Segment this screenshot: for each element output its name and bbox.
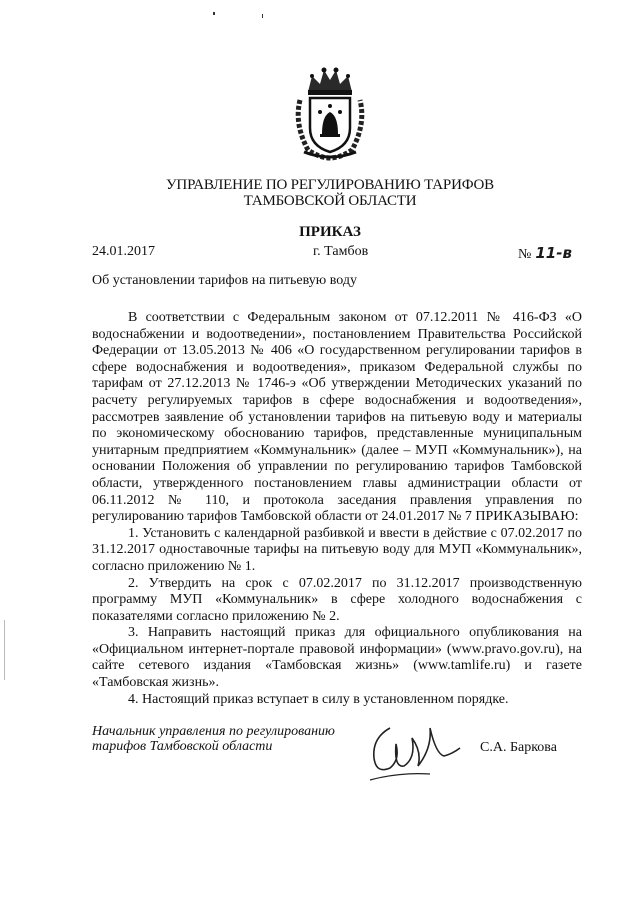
organization-name-line2: ТАМБОВСКОЙ ОБЛАСТИ bbox=[243, 193, 417, 209]
order-item-3: 3. Направить настоящий приказ для официального опубликования на «Официальном интернет-портале правовой информации» (www.pravo.gov.ru), на сайте сетевого издания «Тамбовская жизнь» (www.tamlife.ru) и газете «Тамбовская жизнь». bbox=[92, 625, 582, 691]
document-city: г. Тамбов bbox=[313, 244, 369, 259]
scan-edge bbox=[4, 620, 5, 680]
number-sign: № bbox=[518, 247, 532, 262]
order-item-1: 1. Установить с календарной разбивкой и ввести в действие с 07.02.2017 по 31.12.2017 одноставочные тарифы на питьевую воду для МУП «Коммунальник», согласно приложению № 1. bbox=[92, 525, 582, 574]
document-body bbox=[92, 310, 582, 708]
signatory-position-line1: Начальник управления по регулированию bbox=[92, 724, 335, 739]
signatory-position-line2: тарифов Тамбовской области bbox=[92, 739, 273, 754]
document-date: 24.01.2017 bbox=[92, 244, 155, 259]
order-item-4: 4. Настоящий приказ вступает в силу в установленном порядке. bbox=[128, 691, 509, 707]
scan-speck bbox=[213, 12, 215, 15]
scan-speck bbox=[262, 14, 263, 18]
preamble-paragraph: В соответствии с Федеральным законом от 07.12.2011 № 416-ФЗ «О водоснабжении и водоотведении», постановлением Правительства Российской Федерации от 13.05.2013 № 406 «О государственном регулировании тарифов в сфере водоснабжения и водоотведения», приказом Федеральной службы по тарифам от 27.12.2013 № 1746-э «Об утверждении Методических указаний по расчету регулируемых тарифов в сфере водоснабжения и водоотведения», рассмотрев заявление об установлении тарифов на питьевую воду и материалы по экономическому обоснованию тарифов, представленные муниципальным унитарным предприятием «Коммунальник» (далее – МУП «Коммунальник»), на основании Положения об управлении по регулированию тарифов Тамбовской области, утвержденного постановлением главы администрации области от 06.11.2012 № 110, и протокола заседания правления управления по регулированию тарифов Тамбовской области от 24.01.2017 № 7 ПРИКАЗЫВАЮ: bbox=[92, 310, 582, 525]
document-number bbox=[518, 244, 572, 263]
document-subject: Об установлении тарифов на питьевую воду bbox=[92, 273, 357, 288]
signatory-name: С.А. Баркова bbox=[480, 740, 557, 755]
signatory-position bbox=[92, 724, 335, 754]
organization-name-line1: УПРАВЛЕНИЕ ПО РЕГУЛИРОВАНИЮ ТАРИФОВ bbox=[166, 177, 494, 193]
order-item-2: 2. Утвердить на срок с 07.02.2017 по 31.12.2017 производственную программу МУП «Коммунальник» в сфере холодного водоснабжения с показателями согласно приложению № 2. bbox=[92, 575, 582, 624]
document-type-title: ПРИКАЗ bbox=[299, 224, 361, 240]
handwritten-signature bbox=[360, 708, 470, 788]
handwritten-number: 11-в bbox=[535, 244, 572, 262]
coat-of-arms-emblem bbox=[290, 62, 370, 162]
